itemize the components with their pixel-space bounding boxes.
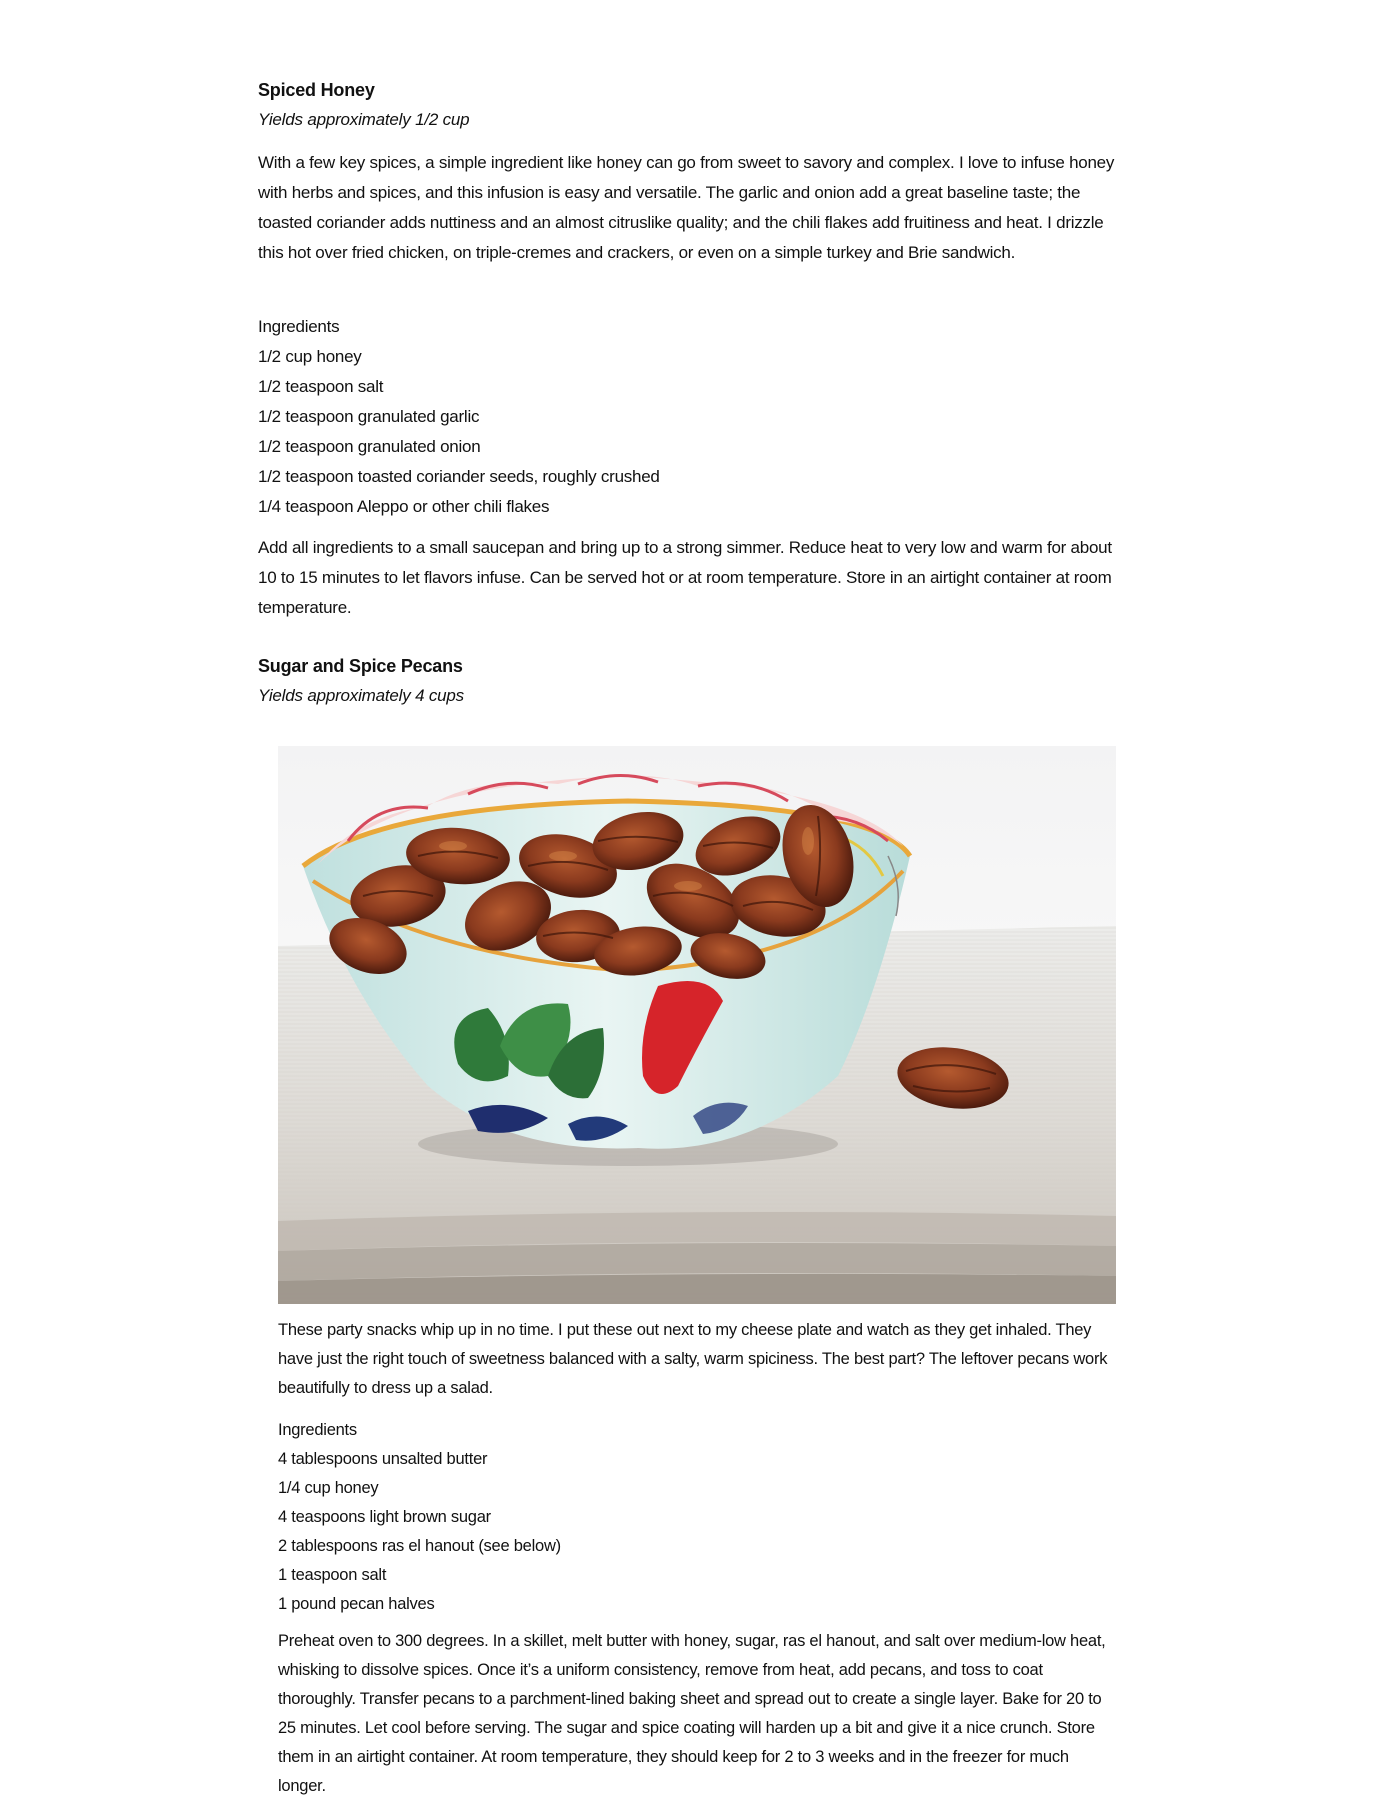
pecans-title: Sugar and Spice Pecans [258,656,463,676]
ingredient-item: 1 pound pecan halves [278,1595,435,1613]
ingredient-item: 1/2 teaspoon toasted coriander seeds, roughly crushed [258,467,660,486]
spiced-honey-body [258,148,1128,268]
ingredient-item: 1 teaspoon salt [278,1566,387,1584]
ingredient-item: 1/2 teaspoon granulated garlic [258,407,480,426]
spiced-honey-yield: Yields approximately 1/2 cup [258,110,470,129]
pecans-ingredients-heading: Ingredients [278,1421,357,1439]
ingredient-item: 2 tablespoons ras el hanout (see below) [278,1537,561,1555]
ingredient-item: 1/2 teaspoon salt [258,377,384,396]
pecans-yield: Yields approximately 4 cups [258,686,464,705]
spiced-honey-method-text: Add all ingredients to a small saucepan and bring up to a strong simmer. Reduce heat to very low and warm for about 10 to 15 minutes to let flavors infuse. Can be served hot or at room temperature. Store in an airtight container at room temperature. [258,538,1112,617]
ingredient-item: 4 tablespoons unsalted butter [278,1450,488,1468]
ingredient-item: 4 teaspoons light brown sugar [278,1508,491,1526]
spiced-honey-section [258,78,1128,132]
pecans-ingredients [278,1416,1118,1619]
pecans-intro-block [278,1316,1118,1403]
ingredient-item: 1/4 cup honey [278,1479,379,1497]
pecans-section [258,654,1128,708]
spiced-honey-ingredients-heading: Ingredients [258,317,340,336]
pecans-intro: These party snacks whip up in no time. I put these out next to my cheese plate and watch as they get inhaled. They have just the right touch of sweetness balanced with a salty, warm spiciness. The best part? The leftover pecans work beautifully to dress up a salad. [278,1321,1108,1397]
pecans-method-text: Preheat oven to 300 degrees. In a skillet, melt butter with honey, sugar, ras el hanout, and salt over medium-low heat, whisking to dissolve spices. Once it’s a uniform consistency, remove from heat, add pecans, and toss to coat thoroughly. Transfer pecans to a parchment-lined baking sheet and spread out to create a single layer. Bake for 20 to 25 minutes. Let cool before serving. The sugar and spice coating will harden up a bit and give it a nice crunch. Store them in an airtight container. At room temperature, they should keep for 2 to 3 weeks and in the freezer for much longer. [278,1632,1106,1795]
spiced-honey-title: Spiced Honey [258,80,375,100]
spiced-honey-intro: With a few key spices, a simple ingredient like honey can go from sweet to savory and complex. I love to infuse honey with herbs and spices, and this infusion is easy and versatile. The garlic and onion add a great baseline taste; the toasted coriander adds nuttiness and an almost citruslike quality; and the chili flakes add fruitiness and heat. I drizzle this hot over fried chicken, on triple-cremes and crackers, or even on a simple turkey and Brie sandwich. [258,153,1115,262]
spiced-honey-method [258,533,1128,623]
pecans-bowl-photo [278,746,1116,1304]
ingredient-item: 1/4 teaspoon Aleppo or other chili flakes [258,497,550,516]
spiced-honey-ingredients [258,312,1128,522]
ingredient-item: 1/2 cup honey [258,347,362,366]
pecans-ingredient-list [278,1445,1118,1619]
ingredient-item: 1/2 teaspoon granulated onion [258,437,481,456]
pecans-method [278,1627,1118,1801]
spiced-honey-ingredient-list [258,342,1128,522]
